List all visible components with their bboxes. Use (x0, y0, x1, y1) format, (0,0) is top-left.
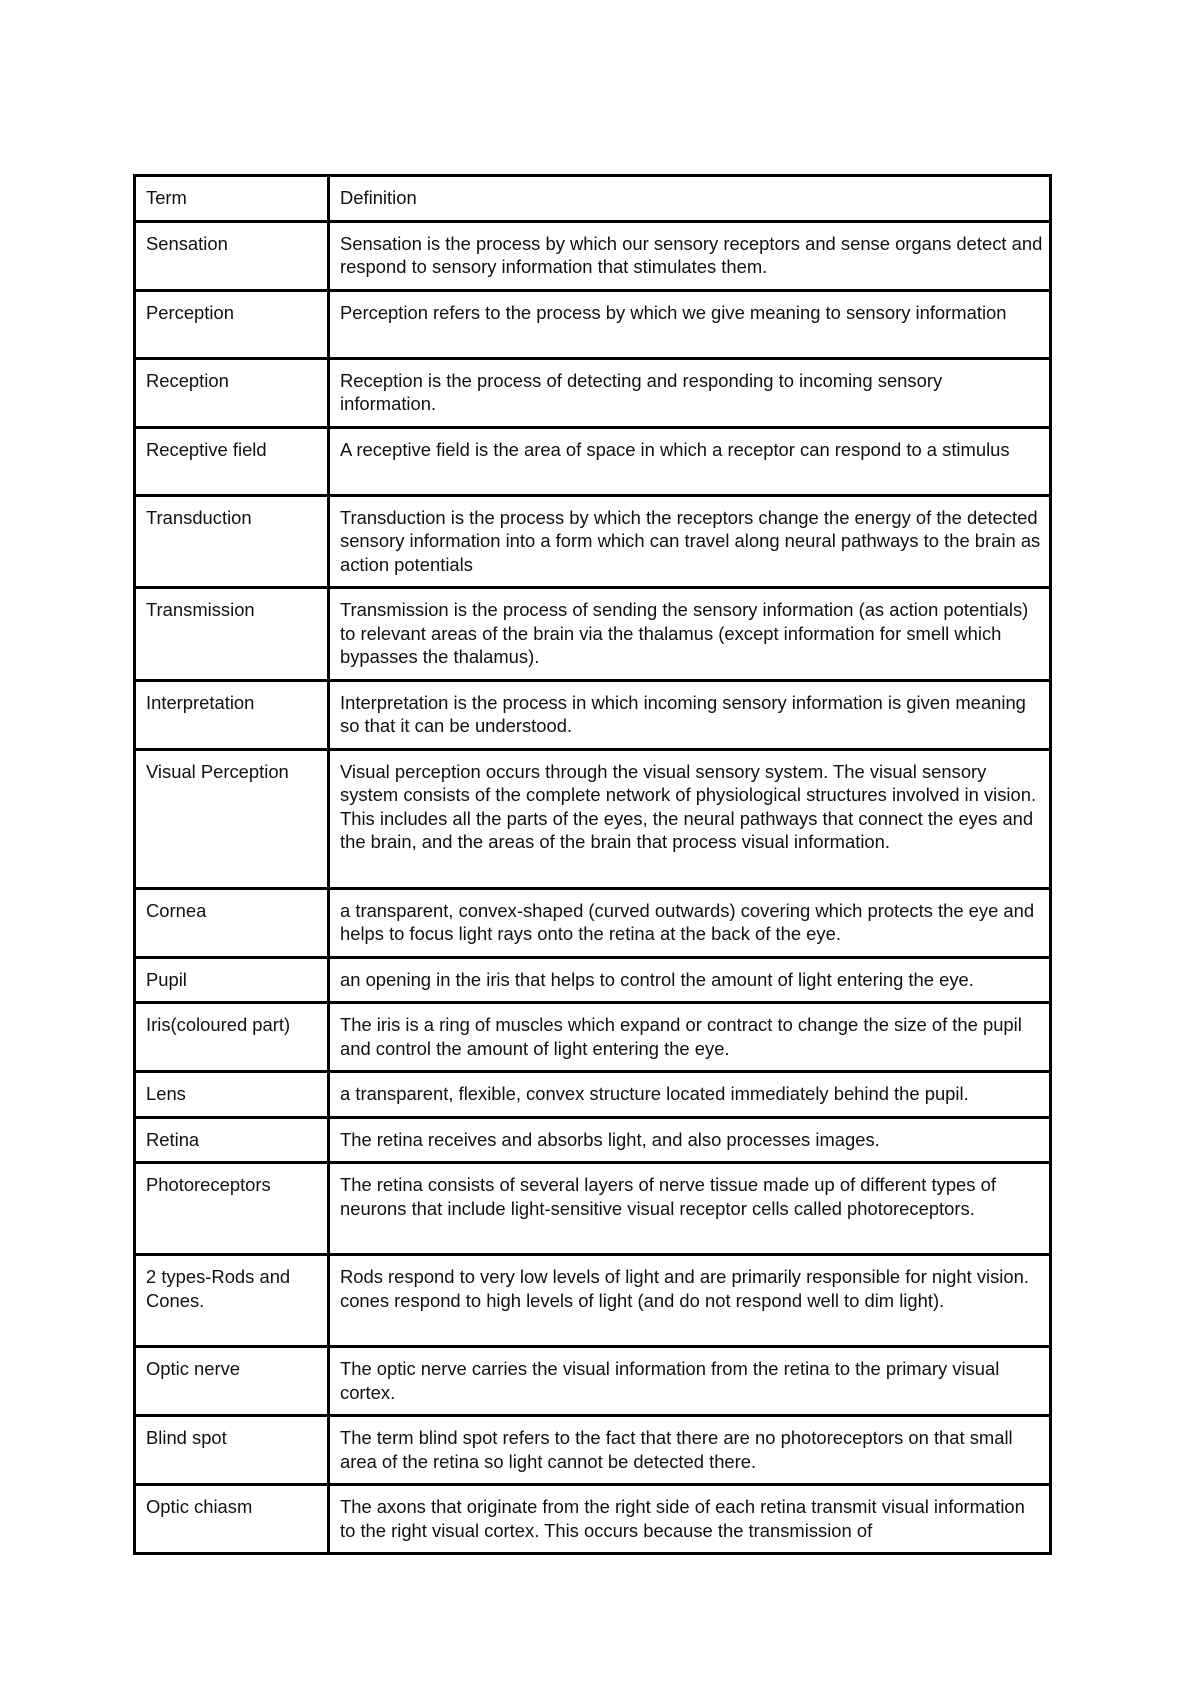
table-row (135, 1072, 1051, 1118)
definition-cell: The retina consists of several layers of nerve tissue made up of different types of neurons that include light-sensitive visual receptor cells called photoreceptors. (329, 1163, 1051, 1255)
term-cell: Reception (135, 358, 329, 427)
term-cell: Cornea (135, 888, 329, 957)
definition-cell: a transparent, convex-shaped (curved outwards) covering which protects the eye and helps to focus light rays onto the retina at the back of the eye. (329, 888, 1051, 957)
definition-cell: Sensation is the process by which our sensory receptors and sense organs detect and respond to sensory information that stimulates them. (329, 221, 1051, 290)
table-row (135, 588, 1051, 681)
table-row (135, 358, 1051, 427)
table-row (135, 1416, 1051, 1485)
table-row (135, 680, 1051, 749)
definition-cell: Transmission is the process of sending the sensory information (as action potentials) to relevant areas of the brain via the thalamus (except information for smell which bypasses the thalamus). (329, 588, 1051, 681)
header-definition: Definition (329, 176, 1051, 222)
definition-cell: Visual perception occurs through the visual sensory system. The visual sensory system consists of the complete network of physiological structures involved in vision. This includes all the parts of the eyes, the neural pathways that connect the eyes and the brain, and the areas of the brain that process visual information. (329, 749, 1051, 888)
table-row (135, 1117, 1051, 1163)
term-cell: Optic chiasm (135, 1485, 329, 1554)
term-cell: Perception (135, 290, 329, 358)
definition-cell: an opening in the iris that helps to control the amount of light entering the eye. (329, 957, 1051, 1003)
term-cell: Pupil (135, 957, 329, 1003)
table-row (135, 1485, 1051, 1554)
table-row (135, 427, 1051, 495)
table-row (135, 1163, 1051, 1255)
definition-cell: The retina receives and absorbs light, and also processes images. (329, 1117, 1051, 1163)
term-cell: Photoreceptors (135, 1163, 329, 1255)
term-cell: Retina (135, 1117, 329, 1163)
definition-cell: Rods respond to very low levels of light and are primarily responsible for night vision. cones respond to high levels of light (and do not respond well to dim light). (329, 1255, 1051, 1347)
table-header-row (135, 176, 1051, 222)
term-cell: Sensation (135, 221, 329, 290)
table-row (135, 495, 1051, 588)
definition-cell: The axons that originate from the right side of each retina transmit visual information to the right visual cortex. This occurs because the transmission of (329, 1485, 1051, 1554)
definition-cell: Interpretation is the process in which incoming sensory information is given meaning so that it can be understood. (329, 680, 1051, 749)
table-row (135, 957, 1051, 1003)
term-cell: Visual Perception (135, 749, 329, 888)
definition-cell: The iris is a ring of muscles which expand or contract to change the size of the pupil and control the amount of light entering the eye. (329, 1003, 1051, 1072)
term-cell: Interpretation (135, 680, 329, 749)
table-row (135, 290, 1051, 358)
definition-cell: A receptive field is the area of space in which a receptor can respond to a stimulus (329, 427, 1051, 495)
definition-cell: The term blind spot refers to the fact that there are no photoreceptors on that small area of the retina so light cannot be detected there. (329, 1416, 1051, 1485)
table-row (135, 749, 1051, 888)
definition-cell: Perception refers to the process by which we give meaning to sensory information (329, 290, 1051, 358)
term-cell: Optic nerve (135, 1347, 329, 1416)
table-row (135, 1347, 1051, 1416)
term-cell: Blind spot (135, 1416, 329, 1485)
table-row (135, 888, 1051, 957)
glossary-table (133, 174, 1052, 1555)
definition-cell: Reception is the process of detecting and responding to incoming sensory information. (329, 358, 1051, 427)
term-cell: Lens (135, 1072, 329, 1118)
table-row (135, 221, 1051, 290)
definition-cell: Transduction is the process by which the receptors change the energy of the detected sensory information into a form which can travel along neural pathways to the brain as action potentials (329, 495, 1051, 588)
table-row (135, 1003, 1051, 1072)
term-cell: Iris(coloured part) (135, 1003, 329, 1072)
definition-cell: The optic nerve carries the visual information from the retina to the primary visual cortex. (329, 1347, 1051, 1416)
definition-cell: a transparent, flexible, convex structure located immediately behind the pupil. (329, 1072, 1051, 1118)
term-cell: Transduction (135, 495, 329, 588)
term-cell: Receptive field (135, 427, 329, 495)
table-row (135, 1255, 1051, 1347)
term-cell: Transmission (135, 588, 329, 681)
header-term: Term (135, 176, 329, 222)
term-cell: 2 types-Rods and Cones. (135, 1255, 329, 1347)
